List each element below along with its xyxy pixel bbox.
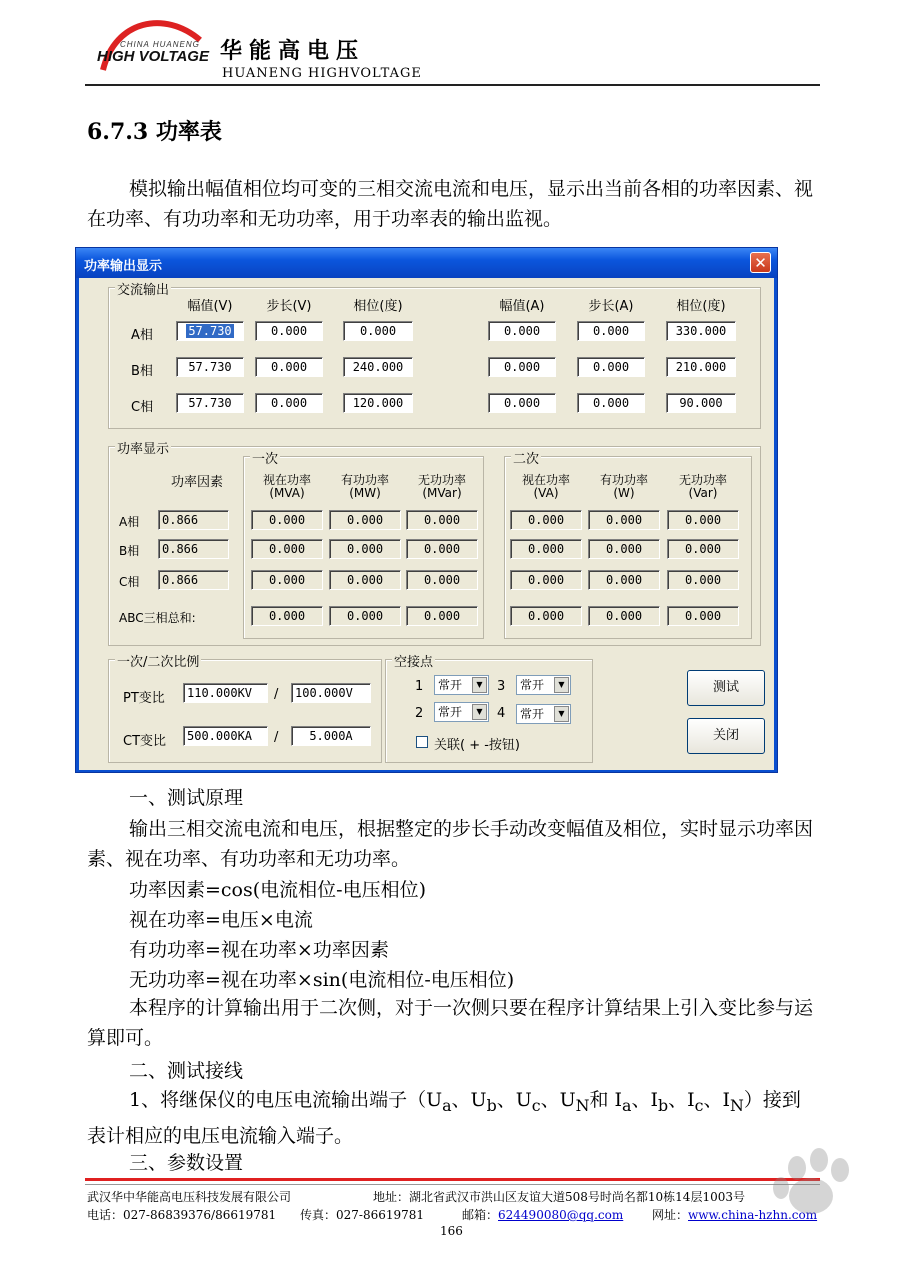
pt-slash: / <box>274 687 279 702</box>
secondary-power-value: 0.000 <box>510 570 582 590</box>
contact-label: 空接点 <box>392 651 435 670</box>
ac-value-input[interactable]: 57.730 <box>176 321 244 341</box>
primary-power-value: 0.000 <box>406 570 478 590</box>
power-factor-value: 0.866 <box>158 570 229 590</box>
heading-test-wiring: 二、测试接线 <box>129 1060 244 1082</box>
ct-ratio-label: CT变比 <box>123 734 167 749</box>
ac-value-input[interactable]: 0.000 <box>577 357 645 377</box>
link-checkbox-label: 关联( + -按钮) <box>434 738 520 753</box>
dialog-title: 功率输出显示 <box>84 259 163 274</box>
formula-active-power: 有功功率=视在功率×功率因素 <box>129 939 389 961</box>
ac-column-header: 幅值(V) <box>187 299 233 314</box>
heading-test-principle: 一、测试原理 <box>129 787 244 809</box>
ac-value-input[interactable]: 210.000 <box>666 357 736 377</box>
secondary-power-value: 0.000 <box>667 510 739 530</box>
contact-3-select[interactable]: 常开 ▼ <box>516 675 571 695</box>
primary-power-value: 0.000 <box>406 510 478 530</box>
contact-1-select[interactable]: 常开 ▼ <box>434 675 489 695</box>
contact-4-label: 4 <box>497 706 506 721</box>
primary-power-value: 0.000 <box>329 606 401 626</box>
footer-email: 邮箱：624490080@qq.com <box>462 1208 624 1222</box>
power-column-unit: (VA) <box>533 486 559 500</box>
ct-slash: / <box>274 730 279 745</box>
secondary-power-value: 0.000 <box>510 606 582 626</box>
power-column-header: 视在功率 <box>262 473 311 487</box>
ac-value-input[interactable]: 0.000 <box>577 321 645 341</box>
primary-label: 一次 <box>250 448 280 467</box>
secondary-label: 二次 <box>511 448 541 467</box>
primary-power-value: 0.000 <box>329 539 401 559</box>
chevron-down-icon[interactable]: ▼ <box>554 706 569 722</box>
ac-value-input[interactable]: 330.000 <box>666 321 736 341</box>
footer-email-link[interactable]: 624490080@qq.com <box>498 1208 624 1222</box>
primary-power-value: 0.000 <box>251 606 323 626</box>
contact-1-label: 1 <box>415 679 424 694</box>
power-column-header: 视在功率 <box>521 473 570 487</box>
ac-value-input[interactable]: 90.000 <box>666 393 736 413</box>
phase-label: B相 <box>131 364 153 379</box>
primary-power-value: 0.000 <box>329 570 401 590</box>
ac-value-input[interactable]: 57.730 <box>176 357 244 377</box>
wiring-paragraph: 1、将继保仪的电压电流输出端子（$U_a$、$U_b$、$U_c$、$U_N$和 $I_a$、$I_b$、$I_c$、$I_N$）接到表计相应的电压电流输入端子。 <box>87 1089 801 1147</box>
ct-primary-input[interactable]: 500.000KA <box>183 726 268 746</box>
ac-value-input[interactable]: 0.000 <box>488 357 556 377</box>
contact-2-select[interactable]: 常开 ▼ <box>434 702 489 722</box>
power-column-unit: (Var) <box>688 486 718 500</box>
secondary-power-value: 0.000 <box>667 539 739 559</box>
ac-value-input[interactable]: 0.000 <box>577 393 645 413</box>
logo-small-text: CHINA HUANENG <box>120 40 200 49</box>
primary-power-value: 0.000 <box>251 539 323 559</box>
dialog-title-bar[interactable] <box>76 248 777 278</box>
primary-power-value: 0.000 <box>251 510 323 530</box>
power-factor-value: 0.866 <box>158 510 229 530</box>
footer-web: 网址：www.china-hzhn.com <box>652 1208 818 1222</box>
test-button[interactable]: 测试 <box>687 670 765 706</box>
chevron-down-icon[interactable]: ▼ <box>472 677 487 693</box>
power-display-label: 功率显示 <box>115 438 171 457</box>
pt-ratio-label: PT变比 <box>123 691 165 706</box>
secondary-power-value: 0.000 <box>667 606 739 626</box>
power-row-label: ABC三相总和: <box>119 611 196 625</box>
contact-3-label: 3 <box>497 679 506 694</box>
footer-phone: 电话：027-86839376/86619781 <box>87 1208 277 1222</box>
ac-value-input[interactable]: 0.000 <box>343 321 413 341</box>
primary-power-value: 0.000 <box>329 510 401 530</box>
footer-address: 地址：湖北省武汉市洪山区友谊大道508号时尚名都10栋14层1003号 <box>373 1190 745 1204</box>
power-column-header: 无功功率 <box>417 473 466 487</box>
header-rule <box>85 84 820 86</box>
ac-value-input[interactable]: 0.000 <box>488 321 556 341</box>
ac-column-header: 幅值(A) <box>499 299 545 314</box>
logo-big-text: HIGH VOLTAGE <box>97 48 209 65</box>
pt-primary-input[interactable]: 110.000KV <box>183 683 268 703</box>
chevron-down-icon[interactable]: ▼ <box>554 677 569 693</box>
ac-value-input[interactable]: 120.000 <box>343 393 413 413</box>
ac-value-input[interactable]: 0.000 <box>255 321 323 341</box>
ac-column-header: 步长(V) <box>266 299 312 314</box>
secondary-power-value: 0.000 <box>588 570 660 590</box>
section-title: 6.7.3 功率表 <box>87 119 222 145</box>
phase-label: C相 <box>131 400 154 415</box>
calc-note-paragraph: 本程序的计算输出用于二次侧，对于一次侧只要在程序计算结果上引入变比参与运算即可。 <box>87 997 814 1049</box>
ac-output-label: 交流输出 <box>115 279 171 298</box>
close-button[interactable]: 关闭 <box>687 718 765 754</box>
power-column-unit: (MVA) <box>269 486 305 500</box>
link-checkbox[interactable] <box>416 736 428 748</box>
company-name-cn: 华能高电压 <box>220 38 366 64</box>
power-column-unit: (W) <box>613 486 635 500</box>
secondary-power-value: 0.000 <box>510 510 582 530</box>
power-column-header: 有功功率 <box>340 473 389 487</box>
secondary-power-value: 0.000 <box>510 539 582 559</box>
power-row-label: A相 <box>119 515 140 529</box>
primary-power-value: 0.000 <box>251 570 323 590</box>
ac-value-input[interactable]: 0.000 <box>488 393 556 413</box>
phase-label: A相 <box>131 328 153 343</box>
principle-paragraph: 输出三相交流电流和电压，根据整定的步长手动改变幅值及相位，实时显示功率因素、视在功率、有功功率和无功功率。 <box>87 818 814 870</box>
dialog-body <box>79 278 774 770</box>
primary-power-value: 0.000 <box>406 539 478 559</box>
footer-company: 武汉华中华能高电压科技发展有限公司 <box>87 1190 292 1204</box>
page-number: 166 <box>440 1224 463 1238</box>
ac-column-header: 相位(度) <box>676 299 726 314</box>
intro-paragraph: 模拟输出幅值相位均可变的三相交流电流和电压，显示出当前各相的功率因素、视在功率、有功功率和无功功率，用于功率表的输出监视。 <box>87 178 814 230</box>
close-icon[interactable]: ✕ <box>750 252 771 273</box>
ac-value-input[interactable]: 0.000 <box>255 357 323 377</box>
power-column-unit: (MW) <box>349 486 381 500</box>
heading-parameter-settings: 三、参数设置 <box>129 1152 244 1174</box>
ac-value-input[interactable]: 240.000 <box>343 357 413 377</box>
pt-secondary-input[interactable]: 100.000V <box>291 683 371 703</box>
baidu-watermark-icon <box>685 1148 885 1253</box>
power-column-unit: (MVar) <box>422 486 462 500</box>
power-row-label: C相 <box>119 575 140 589</box>
secondary-power-value: 0.000 <box>667 570 739 590</box>
power-output-dialog <box>75 247 778 773</box>
primary-power-value: 0.000 <box>406 606 478 626</box>
formula-reactive-power: 无功功率=视在功率×sin(电流相位-电压相位) <box>129 969 515 991</box>
power-factor-header: 功率因素 <box>170 475 223 490</box>
power-column-header: 无功功率 <box>678 473 727 487</box>
formula-power-factor: 功率因素=cos(电流相位-电压相位) <box>129 879 426 901</box>
ratio-label: 一次/二次比例 <box>115 651 201 670</box>
contact-2-label: 2 <box>415 706 424 721</box>
company-name-en: HUANENG HIGHVOLTAGE <box>222 66 422 81</box>
secondary-power-value: 0.000 <box>588 606 660 626</box>
footer-web-link[interactable]: www.china-hzhn.com <box>688 1208 818 1222</box>
power-row-label: B相 <box>119 544 140 558</box>
secondary-power-value: 0.000 <box>588 539 660 559</box>
ac-column-header: 步长(A) <box>588 299 634 314</box>
ct-secondary-input[interactable]: 5.000A <box>291 726 371 746</box>
power-factor-value: 0.866 <box>158 539 229 559</box>
ac-value-input[interactable]: 57.730 <box>176 393 244 413</box>
contact-4-select[interactable]: 常开 ▼ <box>516 704 571 724</box>
formula-apparent-power: 视在功率=电压×电流 <box>129 909 313 931</box>
secondary-power-value: 0.000 <box>588 510 660 530</box>
power-column-header: 有功功率 <box>599 473 648 487</box>
footer-fax: 传真：027-86619781 <box>300 1208 425 1222</box>
chevron-down-icon[interactable]: ▼ <box>472 704 487 720</box>
ac-column-header: 相位(度) <box>353 299 403 314</box>
ac-value-input[interactable]: 0.000 <box>255 393 323 413</box>
